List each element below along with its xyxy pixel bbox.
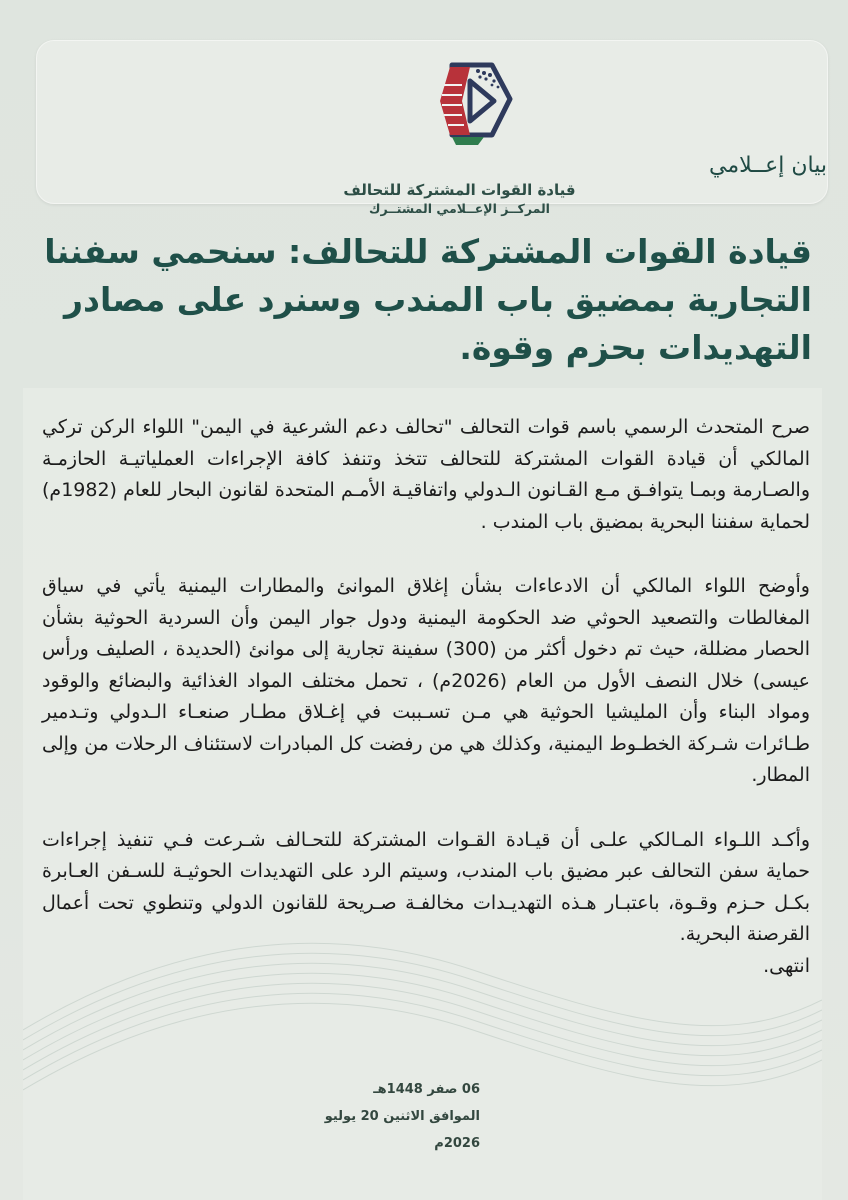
paragraph-3: وأكـد اللـواء المـالكي علـى أن قيـادة القـوات المشتركة للتحـالف شـرعت فـي تنفيذ إجراءات حماية سفن التحالف عبر مضيق باب المندب، وسيتم الرد على التهديدات الحوثيـة للسـفن العـابرة بكـل حـزم وقـوة، باعتبـار هـذه التهديـدات مخالفـة صـريحة للقانون الدولي وتنطوي تحت أعمال القرصنة البحرية. <box>42 828 810 945</box>
gregorian-date: الموافق الاثنين 20 يوليو 2026م <box>324 1109 480 1151</box>
end-marker: انتهى. <box>763 954 810 977</box>
hijri-date: 06 صفر 1448هـ <box>373 1082 480 1097</box>
org-subtitle: المركــز الإعــلامي المشتــرك <box>369 201 550 216</box>
date-block <box>300 1076 480 1157</box>
header-card <box>36 40 828 216</box>
paragraph-2: وأوضح اللواء المالكي أن الادعاءات بشأن إغلاق الموانئ والمطارات اليمنية يأتي في سياق المغالطات والتصعيد الحوثي ضد الحكومة اليمنية ودول جوار اليمن وأن السردية الحوثية بشأن الحصار مضللة، حيث تم دخول أكثر من (300) سفينة تجارية إلى موانئ (الحديدة ، الصليف ورأس عيسى) خلال النصف الأول من العام (2026م) ، تحمل مختلف المواد الغذائية والبضائع والوقود ومواد البناء وأن المليشيا الحوثية هي مـن تسـببت في إغـلاق مطـار صنعـاء الـدولي وتـدمير طـائرات شـركة الخطـوط اليمنية، وكذلك هي من رفضت كل المبادرات لاستئناف الرحلات من وإلى المطار. <box>42 575 810 786</box>
org-name: قيادة القوات المشتركة للتحالف <box>343 181 576 199</box>
paragraph-1: صرح المتحدث الرسمي باسم قوات التحالف "تحالف دعم الشرعية في اليمن" اللواء الركن تركي المالكي أن قيادة القوات المشتركة للتحالف تتخذ وتنفذ كافة الإجراءات العملياتيـة الحازمـة والصـارمة وبمـا يتوافـق مـع القـانون الـدولي واتفاقيـة الأمـم المتحدة لقانون البحار للعام (1982م) لحماية سفننا البحرية بمضيق باب المندب . <box>42 416 810 533</box>
document-type: بيان إعــلامي <box>709 153 827 178</box>
body-text <box>42 412 810 1015</box>
coalition-logo-icon <box>422 55 518 151</box>
headline: قيادة القوات المشتركة للتحالف: سنحمي سفننا التجارية بمضيق باب المندب وسنرد على مصادر التهديدات بحزم وقوة. <box>44 232 812 367</box>
